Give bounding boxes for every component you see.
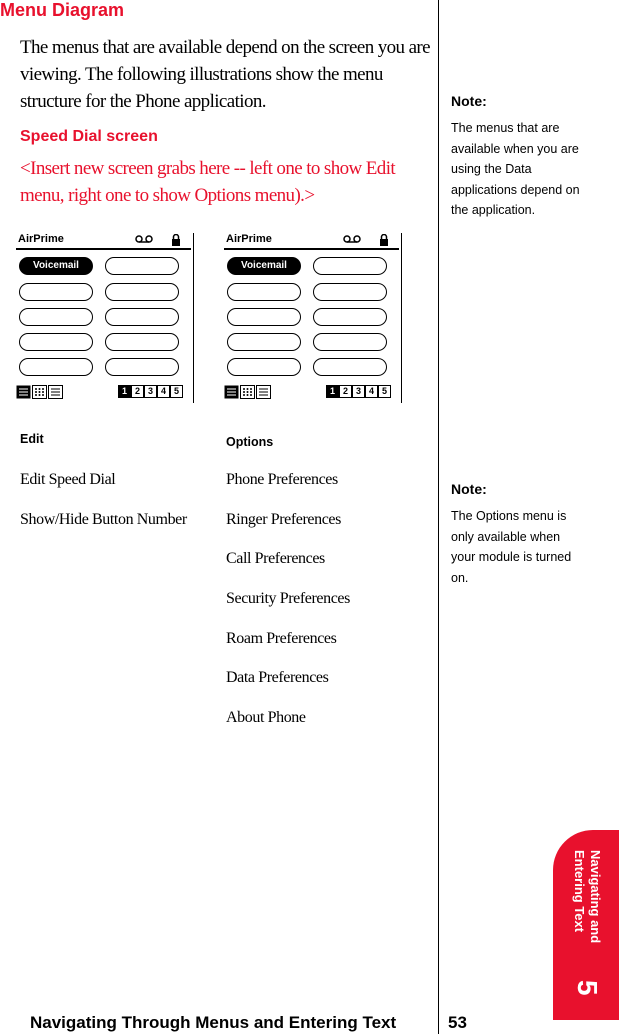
note-title: Note:: [451, 93, 487, 109]
phone-screen-options: [224, 233, 399, 403]
speed-dial-button[interactable]: [313, 333, 387, 351]
speed-dial-button[interactable]: [19, 333, 93, 351]
note-title: Note:: [451, 481, 487, 497]
chapter-tab: [553, 830, 619, 1020]
menu-item: Call Preferences: [226, 550, 325, 567]
column-divider: [438, 0, 439, 1034]
menu-item: About Phone: [226, 709, 306, 726]
page-1-button[interactable]: 1: [118, 385, 131, 398]
speed-dial-button[interactable]: [105, 333, 179, 351]
menu-item: Roam Preferences: [226, 630, 337, 647]
page-number: 53: [448, 1013, 467, 1032]
placeholder-text: <Insert new screen grabs here -- left one to show Edit menu, right one to show Options menu).>: [20, 158, 396, 206]
lock-icon: [171, 234, 181, 246]
chapter-tab-line2: Entering Text: [572, 850, 587, 933]
page-2-button[interactable]: 2: [131, 385, 144, 398]
screen-edge: [401, 233, 402, 403]
speed-dial-button[interactable]: [105, 308, 179, 326]
title-rule: [224, 248, 399, 250]
chapter-tab-line1: Navigating and: [588, 850, 603, 944]
page-3-button[interactable]: 3: [352, 385, 365, 398]
speed-dial-button[interactable]: [19, 283, 93, 301]
speed-dial-button[interactable]: [227, 308, 301, 326]
view-icons[interactable]: [16, 385, 68, 399]
menu-item: Edit Speed Dial: [20, 471, 116, 488]
voicemail-icon: [135, 235, 153, 243]
note-text: The menus that are available when you are using the Data applications depend on the application.: [451, 121, 580, 217]
lock-icon: [379, 234, 389, 246]
speed-dial-button[interactable]: [227, 333, 301, 351]
speed-dial-button[interactable]: [313, 358, 387, 376]
speed-dial-button[interactable]: [105, 358, 179, 376]
page-1-button[interactable]: 1: [326, 385, 339, 398]
page-heading: Menu Diagram: [0, 0, 125, 20]
intro-paragraph: The menus that are available depend on the screen you are viewing. The following illustrations show the menu structure for the Phone application.: [20, 37, 430, 112]
speed-dial-button[interactable]: [19, 358, 93, 376]
section-heading: Speed Dial screen: [20, 128, 158, 145]
page-5-button[interactable]: 5: [170, 385, 183, 398]
speed-dial-button[interactable]: [313, 283, 387, 301]
phone-toolbar: [224, 385, 399, 401]
voicemail-icon: [343, 235, 361, 243]
speed-dial-button[interactable]: [227, 283, 301, 301]
menu-item: Phone Preferences: [226, 471, 338, 488]
title-rule: [16, 248, 191, 250]
speed-dial-button[interactable]: [313, 257, 387, 275]
speed-dial-button[interactable]: [313, 308, 387, 326]
menu-item: Show/Hide Button Number: [20, 511, 187, 528]
screen-edge: [193, 233, 194, 403]
phone-toolbar: [16, 385, 191, 401]
phone-title: AirPrime: [18, 233, 64, 245]
page-2-button[interactable]: 2: [339, 385, 352, 398]
speed-dial-button[interactable]: [105, 283, 179, 301]
note-text: The Options menu is only available when your module is turned on.: [451, 509, 572, 585]
page-3-button[interactable]: 3: [144, 385, 157, 398]
phone-screen-edit: [16, 233, 191, 403]
edit-menu-title: Edit: [20, 432, 44, 446]
page-4-button[interactable]: 4: [365, 385, 378, 398]
phone-title: AirPrime: [226, 233, 272, 245]
speed-dial-button[interactable]: [227, 358, 301, 376]
speed-dial-button[interactable]: [19, 308, 93, 326]
speed-dial-button[interactable]: [105, 257, 179, 275]
options-menu-title: Options: [226, 435, 274, 449]
chapter-number: 5: [572, 980, 603, 996]
page-4-button[interactable]: 4: [157, 385, 170, 398]
footer-title: Navigating Through Menus and Entering Text: [30, 1013, 397, 1032]
menu-item: Ringer Preferences: [226, 511, 341, 528]
chapter-tab-label: [571, 850, 603, 943]
page-5-button[interactable]: 5: [378, 385, 391, 398]
menu-item: Security Preferences: [226, 590, 350, 607]
view-icons[interactable]: [224, 385, 276, 399]
menu-item: Data Preferences: [226, 669, 329, 686]
voicemail-button[interactable]: Voicemail: [227, 257, 301, 275]
voicemail-button[interactable]: Voicemail: [19, 257, 93, 275]
